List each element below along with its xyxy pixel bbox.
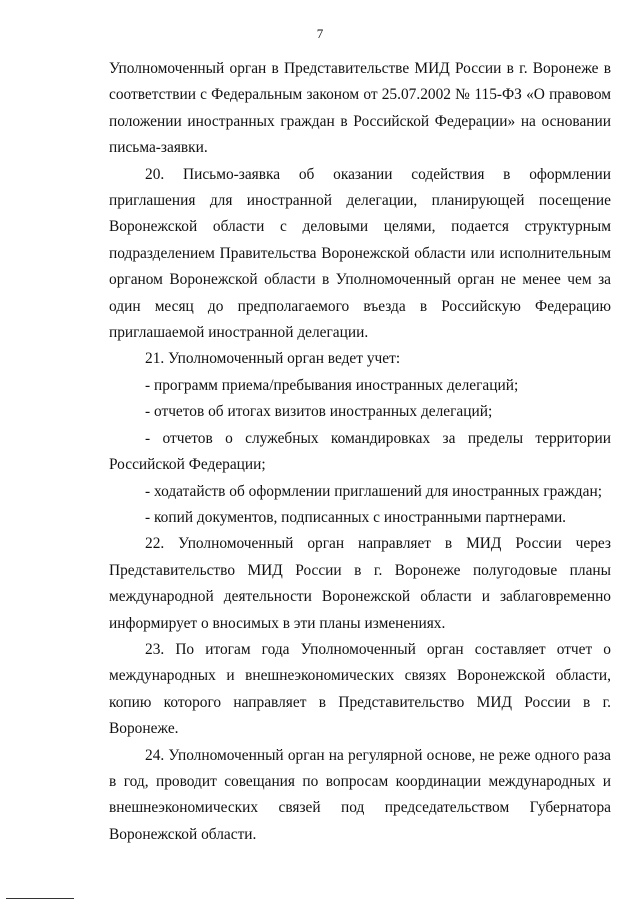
- list-item-trip-reports: - отчетов о служебных командировках за пределы территории Российской Федерации;: [109, 429, 611, 474]
- paragraph-23: 23. По итогам года Уполномоченный орган составляет отчет о международных и внешнеэкономических связях Воронежской области, копию которого направляет в Представительство МИД России в г. Воронеже.: [109, 640, 611, 738]
- list-item-document-copies: - копий документов, подписанных с иностранными партнерами.: [145, 508, 567, 526]
- list-item-programs: - программ приема/пребывания иностранных делегаций;: [145, 376, 519, 394]
- footer-rule: [6, 898, 74, 899]
- paragraph-24: 24. Уполномоченный орган на регулярной основе, не реже одного раза в год, проводит совещания по вопросам координации международных и внешнеэкономических связей под председательством Губернатора Воронежской области.: [109, 746, 611, 843]
- list-item-visit-reports: - отчетов об итогах визитов иностранных делегаций;: [145, 403, 493, 421]
- paragraph-continuation: Уполномоченный орган в Представительстве МИД России в г. Воронеже в соответствии с Федеральным законом от 25.07.2002 № 115-ФЗ «О правовом положении иностранных граждан в Российской Федерации» на основании письма-заявки.: [109, 60, 611, 157]
- page-number: 7: [316, 26, 324, 41]
- list-item-petitions: - ходатайств об оформлении приглашений для иностранных граждан;: [145, 482, 602, 500]
- paragraph-22: 22. Уполномоченный орган направляет в МИД России через Представительство МИД России в г. Воронеже полугодовые планы международной деятельности Воронежской области и заблаговременно информирует о вносимых в эти планы изменениях.: [109, 535, 611, 632]
- paragraph-21: 21. Уполномоченный орган ведет учет:: [145, 350, 401, 368]
- document-body: [109, 56, 611, 848]
- paragraph-20: 20. Письмо-заявка об оказании содействия в оформлении приглашения для иностранной делегации, планирующей посещение Воронежской области с деловыми целями, подается структурным подразделением Правительства Воронежской области или исполнительным органом Воронежской области в Уполномоченный орган не менее чем за один месяц до предполагаемого въезда в Российскую Федерацию приглашаемой иностранной делегации.: [109, 165, 611, 342]
